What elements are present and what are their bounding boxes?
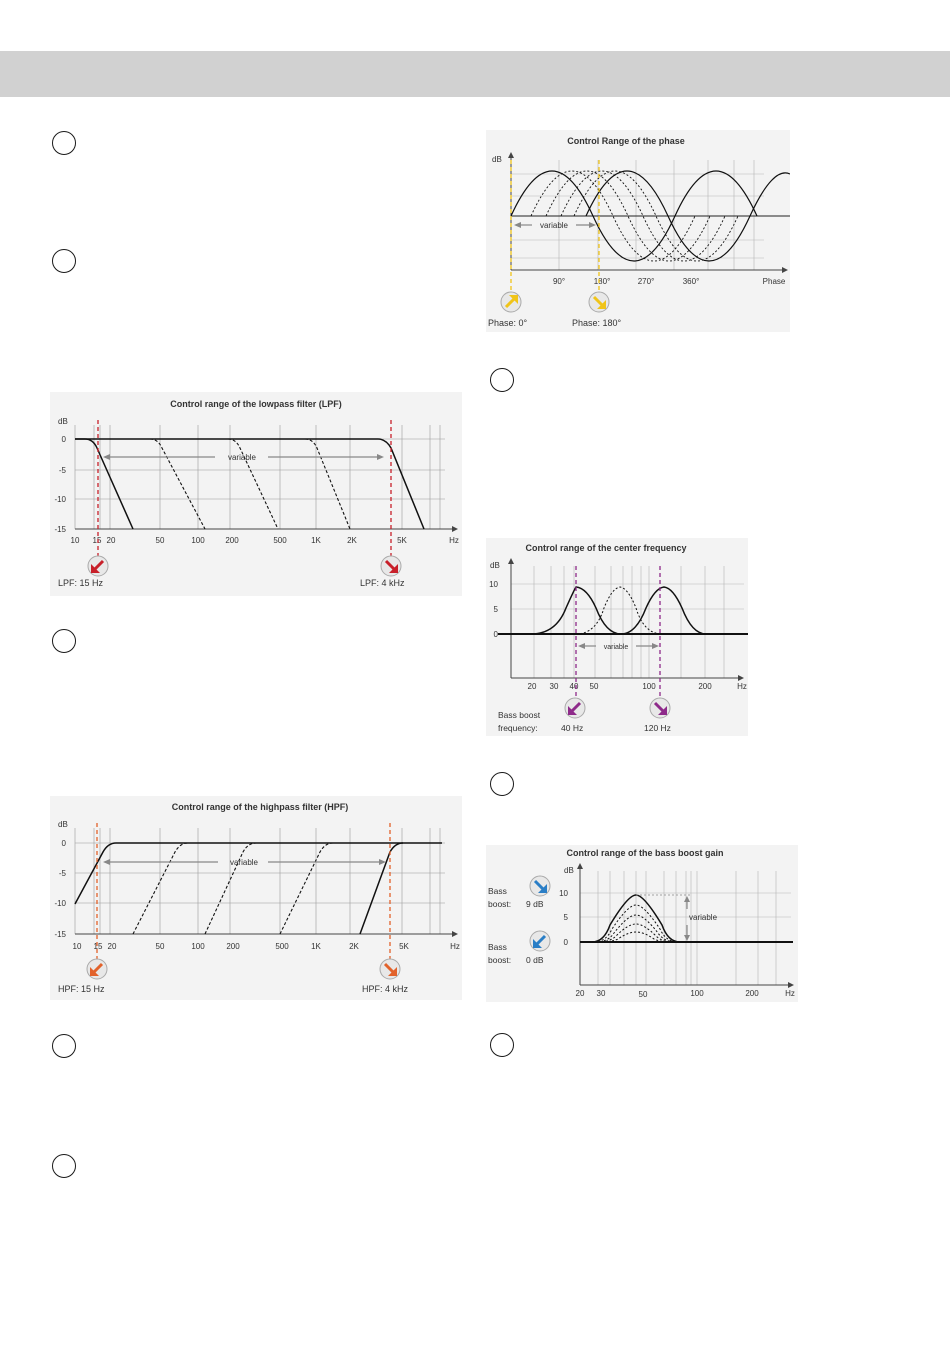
- center-marker-left-label: 40 Hz: [561, 723, 584, 733]
- phase-xtick: 90°: [552, 277, 566, 286]
- lpf-title: Control range of the lowpass filter (LPF): [170, 399, 342, 409]
- gain-bottom-label-1: Bass: [488, 942, 507, 952]
- center-xtick: 100: [642, 682, 656, 691]
- phase-marker-right-label: Phase: 180°: [572, 318, 622, 328]
- hpf-ytick: 0: [61, 839, 66, 848]
- lpf-xtick: 20: [106, 536, 116, 545]
- center-marker-caption-2: frequency:: [498, 723, 538, 733]
- center-marker-right-label: 120 Hz: [644, 723, 671, 733]
- gain-title: Control range of the bass boost gain: [566, 848, 724, 858]
- lpf-ytick: -15: [54, 525, 66, 534]
- center-marker-caption-1: Bass boost: [498, 710, 541, 720]
- down-right-arrow-icon: [380, 959, 400, 979]
- lpf-ytick: -10: [54, 495, 66, 504]
- hpf-xtick: 10: [72, 942, 82, 951]
- lpf-xtick: 10: [70, 536, 80, 545]
- phase-xtick: 270°: [637, 277, 655, 286]
- gain-x-axis-arrow: [788, 982, 794, 988]
- gain-xunit: Hz: [785, 989, 795, 998]
- step-circle-6: [490, 368, 514, 392]
- hpf-xunit: Hz: [450, 942, 460, 951]
- gain-bottom-value: 0 dB: [526, 955, 544, 965]
- bass-boost-gain-figure: [486, 845, 798, 1002]
- gain-top-label-1: Bass: [488, 886, 507, 896]
- hpf-marker-left-label: HPF: 15 Hz: [58, 984, 105, 994]
- hpf-curves: [75, 843, 442, 934]
- center-curves: [531, 587, 706, 634]
- gain-variable-label: variable: [689, 913, 718, 922]
- lpf-xtick: 5K: [397, 536, 407, 545]
- gain-xtick: 50: [638, 990, 648, 999]
- center-ylabel: dB: [490, 561, 500, 570]
- hpf-xtick: 2K: [349, 942, 359, 951]
- lpf-figure: [50, 392, 462, 596]
- lpf-xtick: 2K: [347, 536, 357, 545]
- hpf-marker-right-label: HPF: 4 kHz: [362, 984, 409, 994]
- lpf-marker-left-label: LPF: 15 Hz: [58, 578, 104, 588]
- hpf-title: Control range of the highpass filter (HPF): [171, 802, 349, 812]
- center-xtick: 40: [569, 682, 579, 691]
- hpf-ytick: -15: [54, 930, 66, 939]
- center-xtick: 30: [549, 682, 559, 691]
- phase-ylabel: dB: [492, 155, 502, 164]
- center-variable-label: variable: [603, 644, 629, 651]
- lpf-xtick: 15: [92, 536, 102, 545]
- lpf-xtick: 200: [225, 536, 239, 545]
- lpf-xtick: 100: [191, 536, 205, 545]
- hpf-xtick: 1K: [311, 942, 321, 951]
- gain-xtick: 30: [596, 989, 606, 998]
- phase-xtick: 360°: [682, 277, 700, 286]
- hpf-ylabel: dB: [58, 820, 68, 829]
- down-left-arrow-icon: [87, 959, 107, 979]
- gain-ytick: 0: [563, 938, 568, 947]
- step-circle-2: [52, 249, 76, 273]
- hpf-xtick: 15: [93, 942, 103, 951]
- gain-grid: [580, 871, 791, 985]
- gain-ytick: 5: [563, 913, 568, 922]
- gain-y-axis-arrow: [577, 863, 583, 869]
- gain-ylabel: dB: [564, 866, 574, 875]
- phase-marker-left-label: Phase: 0°: [488, 318, 528, 328]
- phase-figure: [486, 130, 790, 332]
- step-circle-5: [52, 1154, 76, 1178]
- lpf-grid: [75, 425, 445, 529]
- down-right-arrow-icon: [589, 292, 609, 312]
- center-xtick: 50: [589, 682, 599, 691]
- up-left-arrow-icon: [501, 292, 521, 312]
- center-title: Control range of the center frequency: [525, 543, 687, 553]
- phase-y-axis-arrow: [508, 152, 514, 158]
- center-grid: [511, 566, 744, 678]
- center-x-axis-arrow: [738, 675, 744, 681]
- phase-title: Control Range of the phase: [567, 136, 685, 146]
- center-xtick: 20: [527, 682, 537, 691]
- hpf-xtick: 5K: [399, 942, 409, 951]
- hpf-xtick: 50: [155, 942, 165, 951]
- center-ytick: 10: [489, 580, 498, 589]
- down-left-arrow-icon: [88, 556, 108, 576]
- down-right-arrow-icon: [381, 556, 401, 576]
- hpf-xtick: 20: [107, 942, 117, 951]
- center-y-axis-arrow: [508, 558, 514, 564]
- lpf-marker-right-label: LPF: 4 kHz: [360, 578, 405, 588]
- phase-xtick: 180°: [593, 277, 611, 286]
- gain-xtick: 20: [575, 989, 585, 998]
- gain-bottom-label-2: boost:: [488, 955, 512, 965]
- hpf-figure: [50, 796, 462, 1000]
- down-right-arrow-icon: [650, 698, 670, 718]
- center-ytick: 5: [493, 605, 498, 614]
- lpf-xtick: 50: [155, 536, 165, 545]
- step-circle-1: [52, 131, 76, 155]
- down-left-arrow-icon: [565, 698, 585, 718]
- hpf-xtick: 200: [226, 942, 240, 951]
- gain-xtick: 200: [745, 989, 759, 998]
- step-circle-3: [52, 629, 76, 653]
- lpf-ytick: 0: [61, 435, 66, 444]
- hpf-xtick: 500: [275, 942, 289, 951]
- down-left-arrow-icon: [530, 931, 550, 951]
- gain-top-value: 9 dB: [526, 899, 544, 909]
- lpf-ytick: -5: [58, 466, 66, 475]
- lpf-x-axis-arrow: [452, 526, 458, 532]
- hpf-x-axis-arrow: [452, 931, 458, 937]
- hpf-ytick: -5: [58, 869, 66, 878]
- center-xunit: Hz: [737, 682, 747, 691]
- lpf-xtick: 1K: [311, 536, 321, 545]
- hpf-variable-label: variable: [229, 858, 259, 867]
- hpf-ytick: -10: [54, 899, 66, 908]
- center-frequency-figure: [486, 538, 748, 736]
- center-ytick: 0: [493, 630, 498, 639]
- phase-variable-label: variable: [539, 221, 569, 230]
- gain-top-label-2: boost:: [488, 899, 512, 909]
- lpf-xunit: Hz: [449, 536, 459, 545]
- lpf-ylabel: dB: [58, 417, 68, 426]
- hpf-xtick: 100: [191, 942, 205, 951]
- phase-xunit: Phase: [762, 277, 786, 286]
- step-circle-4: [52, 1034, 76, 1058]
- step-circle-7: [490, 772, 514, 796]
- gain-ytick: 10: [559, 889, 568, 898]
- down-right-arrow-icon: [530, 876, 550, 896]
- lpf-xtick: 500: [273, 536, 287, 545]
- lpf-variable-label: variable: [227, 453, 257, 462]
- center-xtick: 200: [698, 682, 712, 691]
- step-circle-8: [490, 1033, 514, 1057]
- header-band: [0, 51, 950, 97]
- gain-xtick: 100: [690, 989, 704, 998]
- phase-x-axis-arrow: [782, 267, 788, 273]
